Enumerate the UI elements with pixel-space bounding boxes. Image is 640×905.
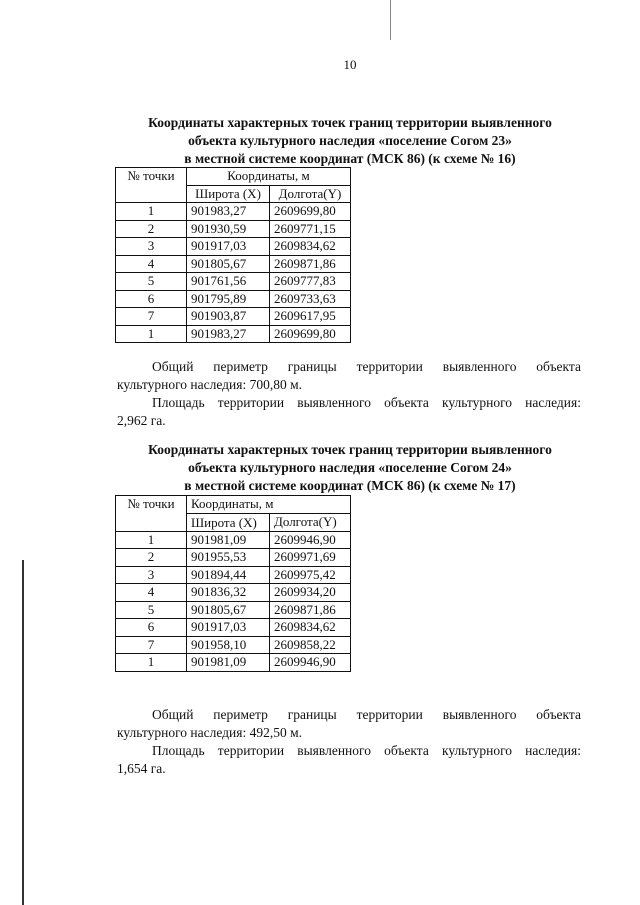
table-row [116,549,351,567]
section-2-heading-line: в местной системе координат (МСК 86) (к схеме № 17) [184,478,516,493]
header-point-number: № точки [116,496,187,532]
point-number: 3 [116,238,187,256]
coordinates-table-1 [115,167,351,343]
table-row [116,238,351,256]
scan-artifact-left-line [22,560,24,905]
area-value-text: 1,654 га. [117,761,166,776]
latitude-value: 901958,10 [187,636,270,654]
point-number: 1 [116,325,187,343]
longitude-value: 2609871,86 [270,601,351,619]
section-2-heading-line: объекта культурного наследия «поселение Согом 24» [188,460,512,475]
area-text: Площадь территории выявленного объекта культурного наследия: [152,743,581,758]
point-number: 6 [116,619,187,637]
section-1-heading-line: Координаты характерных точек границ территории выявленного [148,115,552,130]
table-row [116,566,351,584]
latitude-value: 901917,03 [187,619,270,637]
header-latitude: Широта (X) [187,185,270,203]
longitude-value: 2609946,90 [270,654,351,672]
latitude-value: 901761,56 [187,273,270,291]
table-row [116,654,351,672]
table-row [116,619,351,637]
longitude-value: 2609699,80 [270,325,351,343]
perimeter-text: Общий периметр границы территории выявленного объекта [152,707,581,722]
header-longitude: Долгота(Y) [270,185,351,203]
point-number: 7 [116,636,187,654]
header-point-number: № точки [116,168,187,203]
longitude-value: 2609975,42 [270,566,351,584]
scan-artifact-center-line [390,0,391,40]
latitude-value: 901903,87 [187,308,270,326]
point-number: 7 [116,308,187,326]
latitude-value: 901917,03 [187,238,270,256]
section-1-heading-line: объекта культурного наследия «поселение Согом 23» [188,133,512,148]
longitude-value: 2609858,22 [270,636,351,654]
table-row [116,584,351,602]
section-1-heading-line: в местной системе координат (МСК 86) (к схеме № 16) [184,151,516,166]
longitude-value: 2609771,15 [270,220,351,238]
longitude-value: 2609834,62 [270,238,351,256]
longitude-value: 2609617,95 [270,308,351,326]
longitude-value: 2609699,80 [270,203,351,221]
point-number: 1 [116,654,187,672]
latitude-value: 901983,27 [187,325,270,343]
table-row [116,308,351,326]
latitude-value: 901836,32 [187,584,270,602]
perimeter-text: Общий периметр границы территории выявленного объекта [152,359,581,374]
latitude-value: 901983,27 [187,203,270,221]
latitude-value: 901805,67 [187,255,270,273]
table-row [116,636,351,654]
point-number: 3 [116,566,187,584]
latitude-value: 901894,44 [187,566,270,584]
longitude-value: 2609946,90 [270,531,351,549]
header-coordinates: Координаты, м [187,496,351,514]
point-number: 5 [116,273,187,291]
longitude-value: 2609871,86 [270,255,351,273]
table-header-row [116,168,351,186]
point-number: 2 [116,220,187,238]
table-row [116,601,351,619]
latitude-value: 901981,09 [187,654,270,672]
section-2-heading [100,441,600,495]
area-text: Площадь территории выявленного объекта культурного наследия: [152,395,581,410]
table-row [116,531,351,549]
section-2-summary [117,706,581,778]
latitude-value: 901955,53 [187,549,270,567]
table-row [116,273,351,291]
section-2-heading-line: Координаты характерных точек границ территории выявленного [148,442,552,457]
point-number: 4 [116,584,187,602]
longitude-value: 2609971,69 [270,549,351,567]
table-row [116,290,351,308]
table-row [116,220,351,238]
section-1-heading [100,114,600,168]
coordinates-table-2 [115,495,351,672]
area-value-text: 2,962 га. [117,413,166,428]
header-latitude: Широта (X) [187,513,270,531]
longitude-value: 2609934,20 [270,584,351,602]
point-number: 2 [116,549,187,567]
perimeter-value-text: культурного наследия: 492,50 м. [117,725,303,740]
point-number: 1 [116,203,187,221]
page-number: 10 [343,57,357,72]
latitude-value: 901795,89 [187,290,270,308]
longitude-value: 2609777,83 [270,273,351,291]
point-number: 5 [116,601,187,619]
point-number: 1 [116,531,187,549]
section-1-summary [117,358,581,430]
latitude-value: 901930,59 [187,220,270,238]
longitude-value: 2609733,63 [270,290,351,308]
header-longitude: Долгота(Y) [270,513,351,531]
latitude-value: 901805,67 [187,601,270,619]
perimeter-value-text: культурного наследия: 700,80 м. [117,377,303,392]
table-row [116,325,351,343]
point-number: 6 [116,290,187,308]
table-header-row [116,496,351,514]
header-coordinates: Координаты, м [187,168,351,186]
table-row [116,255,351,273]
point-number: 4 [116,255,187,273]
latitude-value: 901981,09 [187,531,270,549]
longitude-value: 2609834,62 [270,619,351,637]
table-row [116,203,351,221]
